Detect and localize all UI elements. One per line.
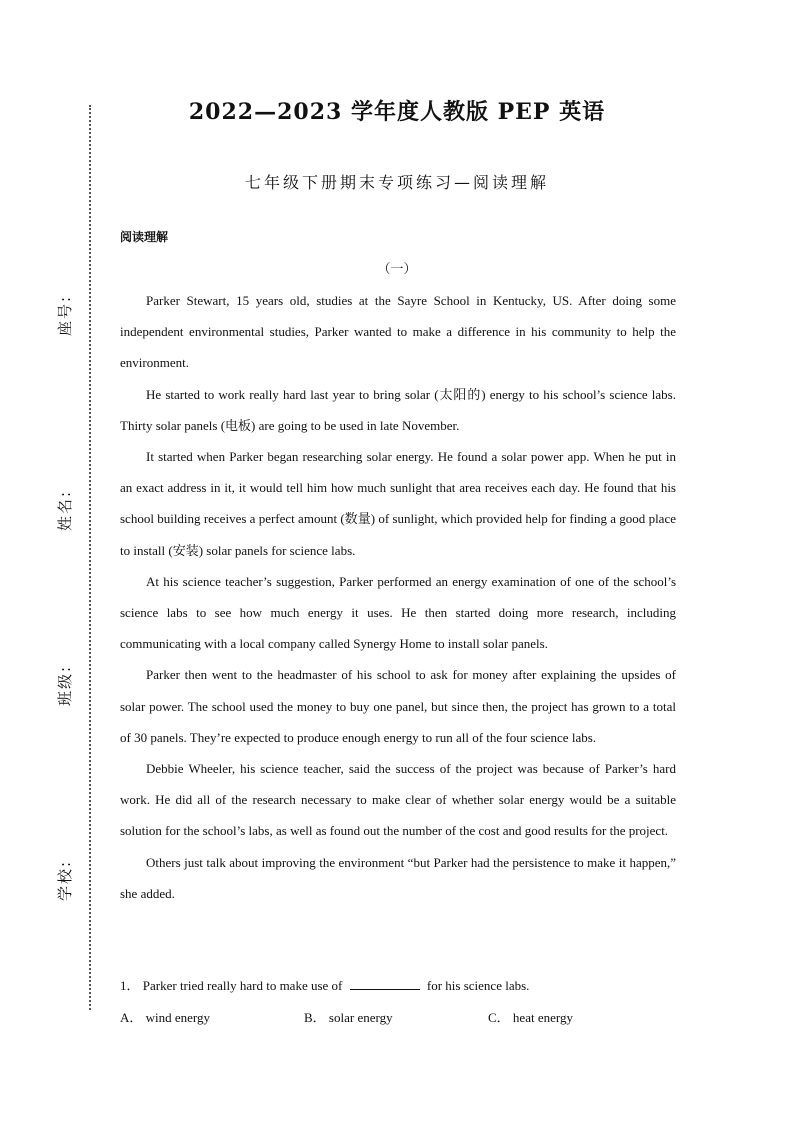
passage-paragraph-6: Debbie Wheeler, his science teacher, said the success of the project was because of Parker’s hard work. He did all of the research necessary to make clear of whether solar energy would be a suitable solution for the school’s labs, as well as found out the number of the cost and good results for the project. xyxy=(120,761,676,839)
name-label: 姓名: xyxy=(56,489,75,532)
passage-paragraph-4: At his science teacher’s suggestion, Parker performed an energy examination of one of the school’s science labs to see how much energy it uses. He then started doing more research, including communicating with a local company called Synergy Home to install solar panels. xyxy=(120,573,676,652)
section-heading: 阅读理解 xyxy=(120,230,169,244)
reading-passage xyxy=(120,285,676,909)
passage-paragraph-1: Parker Stewart, 15 years old, studies at the Sayre School in Kentucky, US. After doing some independent environmental studies, Parker wanted to make a difference in his community to help the environment. xyxy=(120,293,676,371)
page-subtitle: 七年级下册期末专项练习—阅读理解 xyxy=(244,173,549,192)
option-letter: B． xyxy=(304,1010,326,1025)
passage-paragraph-5: Parker then went to the headmaster of his school to ask for money after explaining the upsides of solar power. The school used the money to buy one panel, but since then, the project has grown to a total of 30 panels. They’re expected to produce enough energy to run all of the four science labs. xyxy=(120,667,676,745)
question-number: 1． xyxy=(120,978,140,993)
option-letter: A． xyxy=(120,1010,143,1025)
page-title: 2022—2023 学年度人教版 PEP 英语 xyxy=(188,99,606,125)
option-text: wind energy xyxy=(145,1010,211,1025)
option-letter: C． xyxy=(488,1010,510,1025)
part-number: （一） xyxy=(377,262,417,277)
option-a[interactable] xyxy=(120,1005,210,1031)
passage-paragraph-7: Others just talk about improving the environment “but Parker had the persistence to make it happen,” she added. xyxy=(120,854,676,901)
school-label: 学校: xyxy=(56,859,75,902)
class-label: 班级: xyxy=(56,664,75,707)
answer-blank[interactable] xyxy=(350,977,420,990)
option-c[interactable] xyxy=(488,1005,573,1031)
passage-paragraph-3: It started when Parker began researching solar energy. He found a solar power app. When he put in an exact address in it, it would tell him how much sunlight that area receives each day. He found that his school building receives a perfect amount (数量) of sunlight, which provided help for finding a good place to install (安装) solar panels for science labs. xyxy=(120,449,676,558)
option-text: heat energy xyxy=(512,1010,573,1025)
seat-number-label: 座号: xyxy=(56,294,75,337)
option-text: solar energy xyxy=(328,1010,393,1025)
question-1 xyxy=(120,973,676,999)
question-stem-after: for his science labs. xyxy=(426,978,530,993)
question-stem-before: Parker tried really hard to make use of xyxy=(142,978,343,993)
binding-dotted-line xyxy=(89,105,91,1010)
answer-options xyxy=(120,1005,676,1031)
passage-paragraph-2: He started to work really hard last year to bring solar (太阳的) energy to his school’s science labs. Thirty solar panels (电板) are going to be used in late November. xyxy=(120,386,676,433)
option-b[interactable] xyxy=(304,1005,393,1031)
